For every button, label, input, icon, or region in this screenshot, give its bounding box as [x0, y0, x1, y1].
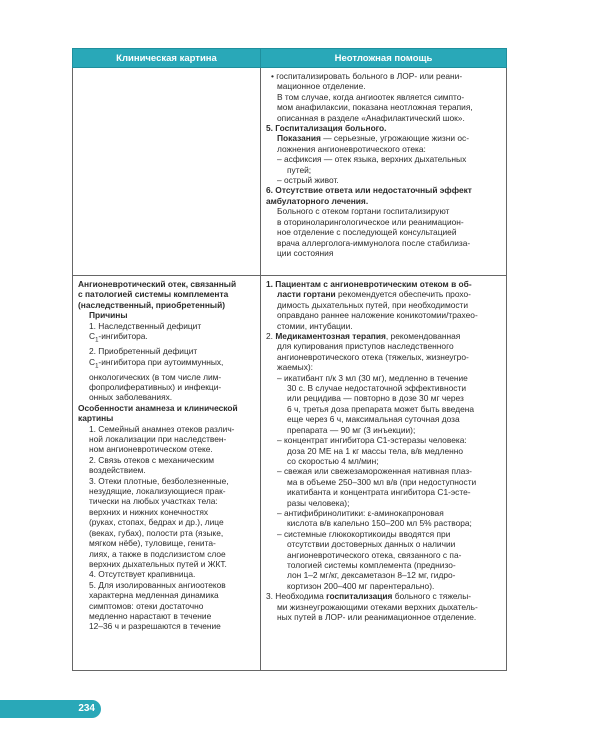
- text-line: или рецидива — повторно в дозе 30 мг через: [287, 393, 464, 404]
- table-row: [73, 68, 507, 276]
- text-line: оправдано раннее наложение коникотомии/трахео-: [277, 310, 478, 321]
- table-row: [73, 276, 507, 671]
- header-emergency-care: Неотложная помощь: [261, 49, 507, 68]
- table-header-row: [73, 49, 507, 68]
- condition-title: с патологией системы комплемента: [78, 289, 229, 300]
- text-line: тически на любых участках тела:: [89, 496, 218, 507]
- text-line: со скоростью 4 мл/мин;: [287, 455, 379, 466]
- text-line: ложнения ангионевротического отека:: [277, 143, 426, 154]
- text-line: 2. Приобретенный дефицит: [89, 346, 198, 357]
- header-clinical-picture: Клиническая картина: [73, 49, 261, 68]
- text-line: жаемых):: [277, 362, 313, 373]
- text-line: 2. Связь отеков с механическим: [89, 454, 214, 465]
- text-line: , рекомендованная: [385, 331, 461, 342]
- text-line: кислота в/в капельно 150–200 мл 5% раствора;: [287, 518, 472, 529]
- condition-title: Ангионевротический отек, связанный: [78, 279, 237, 289]
- text-line: для купирования приступов наследственного: [277, 341, 454, 352]
- text-line: врача аллерголога-иммунолога после стабилиза-: [277, 237, 471, 248]
- text-line: 1. Наследственный дефицит: [89, 320, 202, 331]
- text-line: кортизон 200–400 мг парентерально).: [287, 580, 435, 591]
- text-line: незудящие, локализующиеся прак-: [89, 486, 226, 497]
- indications-label: Показания: [277, 133, 321, 144]
- text-line: мационное отделение.: [277, 81, 366, 92]
- dash-item: – системные глюкокортикоиды вводятся при: [277, 528, 451, 539]
- text-line: больного с тяжелы-: [392, 591, 472, 602]
- text-line: 5. Для изолированных ангиоотеков: [89, 579, 226, 590]
- page-content: [72, 48, 506, 671]
- item-6-heading-cont: амбулаторного лечения.: [266, 195, 369, 206]
- text-line: лиях, а также в подслизистом слое: [89, 548, 226, 559]
- text-line: (руках, стопах, бедрах и др.), лице: [89, 517, 224, 528]
- dash-item: – антифибринолитики: ε-аминокапроновая: [277, 507, 444, 518]
- dash-item: – концентрат ингибитора С1-эстеразы человека:: [277, 435, 467, 446]
- text-line: ма в объеме 250–300 мл в/в (при недоступности: [287, 476, 477, 487]
- text-line: рекомендуется обеспечить прохо-: [335, 289, 471, 300]
- text-line: лон 1–2 мг/кг, дексаметазон 8–12 мг, гидро-: [287, 570, 456, 581]
- text-line: 1. Семейный анамнез отеков различ-: [89, 423, 235, 434]
- text-line: ангионевротического отека (тяжелых, жизнеугро-: [277, 351, 469, 362]
- text-line: -ингибитора при аутоиммунных,: [98, 356, 224, 367]
- features-heading: Особенности анамнеза и клинической: [78, 402, 238, 413]
- text-line: 4. Отсутствует крапивница.: [89, 569, 196, 580]
- text-line: характерна медленная динамика: [89, 590, 219, 601]
- text-line: Больного с отеком гортани госпитализируют: [277, 206, 450, 217]
- text-line: разы человека);: [287, 497, 350, 508]
- text-line: медленно нарастают в течение: [89, 610, 212, 621]
- text-line: мом анафилаксии, показана неотложная терапия,: [277, 102, 473, 113]
- text-line: ции состояния: [277, 247, 334, 258]
- text-line: мягком нёбе), туловище, генита-: [89, 538, 216, 549]
- page-number: 234: [78, 703, 95, 714]
- row1-left-cell: [73, 68, 261, 276]
- text-line: ном ангионевротическом отеке.: [89, 444, 213, 455]
- text-line: — серьезные, угрожающие жизни ос-: [320, 133, 470, 144]
- dash-item: – свежая или свежезамороженная нативная плаз-: [277, 466, 472, 477]
- dash-item: – икатибант п/к 3 мл (30 мг), медленно в течение: [277, 372, 468, 383]
- text-line: стомии, интубации.: [277, 320, 353, 331]
- features-heading: картины: [78, 413, 114, 424]
- text-line: С: [89, 356, 96, 367]
- text-line: ной локализации при наследствен-: [89, 434, 227, 445]
- text-line: верхних и нижних конечностях: [89, 506, 209, 517]
- text-line: ангионевротического отека, связанного с па-: [287, 549, 462, 560]
- text-line: онных заболеваниях.: [89, 392, 173, 403]
- text-line: описанная в разделе «Анафилактический шок».: [277, 112, 465, 123]
- item-6-heading: 6. Отсутствие ответа или недостаточный эффект: [266, 185, 472, 196]
- text-line: (веках, губах), полости рта (языке,: [89, 527, 224, 538]
- item-1-heading: 1. Пациентам с ангионевротическим отеком в об-: [266, 279, 472, 289]
- text-line: -ингибитора.: [98, 331, 148, 342]
- condition-title: (наследственный, приобретенный): [78, 299, 226, 310]
- row1-bullet-line: • госпитализировать больного в ЛОР- или реани-: [271, 71, 463, 81]
- text-line: 3. Отеки плотные, безболезненные,: [89, 475, 229, 486]
- text-line: ных путей в ЛОР- или реанимационное отделение.: [277, 612, 477, 622]
- text-line: верхних дыхательных путей и ЖКТ.: [89, 558, 227, 569]
- text-line: онкологических (в том числе лим-: [89, 371, 222, 382]
- item-3-heading: госпитализация: [326, 591, 393, 602]
- text-line: отсутствии достоверных данных о наличии: [287, 539, 456, 550]
- text-line: фопролиферативных) и инфекци-: [89, 382, 222, 392]
- text-line: 2.: [266, 331, 276, 342]
- text-line: препарата — 90 мг (3 инъекции);: [287, 424, 416, 435]
- text-line: димость дыхательных путей, при необходимости: [277, 299, 469, 310]
- causes-heading: Причины: [89, 310, 128, 321]
- text-line: 3. Необходима: [266, 591, 327, 602]
- text-line: путей;: [287, 164, 312, 175]
- text-line: 30 с. В случае недостаточной эффективности: [287, 383, 466, 394]
- row2-left-cell: Ангионевротический отек, связанный с патологией системы комплемента (наследственный, приобретенный) Причины 1. Наследственный дефицит $С_1$-ингибитора. 2. Приобретенный дефицит $С_1$-ингибитора при аутоиммунных, онкологических (в том числе лим- фопролиферативных) и инфекци- онных заболеваниях. Особенности анамнеза и клинической картины 1. Семейный анамнез отеков различ- ной локализации при наследствен- ном ангионевротическом отеке. 2. Связь отеков с механическим воздействием. 3. Отеки плотные, безболезненные, незудящие, локализующиеся прак- тически на любых участках тела: верхних и нижних конечностях (руках, стопах, бедрах и др.), лице (веках, губах), полости рта (языке, мягком нёбе), туловище, генита- лиях, а также в подслизистом слое верхних дыхательных путей и ЖКТ. 4. Отсутствует крапивница. 5. Для изолированных ангиоотеков характерна медленная динамика симптомов: отеки достаточно медленно нарастают в течение 12–36 ч и разрешаются в течение: [73, 276, 261, 671]
- row1-right-cell: [261, 68, 507, 276]
- item-5-heading: 5. Госпитализация больного.: [266, 123, 387, 134]
- dash-item: – асфиксия — отек языка, верхних дыхательных: [277, 154, 467, 165]
- text-line: С: [89, 331, 96, 342]
- text-line: воздействием.: [89, 465, 146, 476]
- text-line: тологией системы комплемента (преднизо-: [287, 559, 456, 570]
- text-line: 12–36 ч и разрешаются в течение: [89, 621, 221, 632]
- text-line: В том случае, когда ангиоотек является симпто-: [277, 91, 465, 102]
- text-line: 6 ч, третья доза препарата может быть введена: [287, 403, 475, 414]
- dash-item: – острый живот.: [277, 175, 339, 186]
- text-line: икатибанта и концентрата ингибитора С1-эсте-: [287, 487, 471, 498]
- text-line: ми жизнеугрожающими отеками верхних дыхатель-: [277, 601, 478, 612]
- item-1-heading: ласти гортани: [277, 289, 336, 300]
- text-line: ное отделение с последующей консультацией: [277, 227, 457, 238]
- text-line: еще через 6 ч, максимальная суточная доза: [287, 414, 460, 425]
- text-line: симптомов: отеки достаточно: [89, 600, 204, 611]
- page-number-tab: [0, 700, 101, 718]
- text-line: в оториноларингологическое или реанимацион-: [277, 216, 464, 227]
- row2-right-cell: [261, 276, 507, 671]
- text-line: доза 20 МЕ на 1 кг массы тела, в/в медленно: [287, 445, 464, 456]
- clinical-table: [72, 48, 507, 671]
- item-2-heading: Медикаментозная терапия: [275, 331, 386, 342]
